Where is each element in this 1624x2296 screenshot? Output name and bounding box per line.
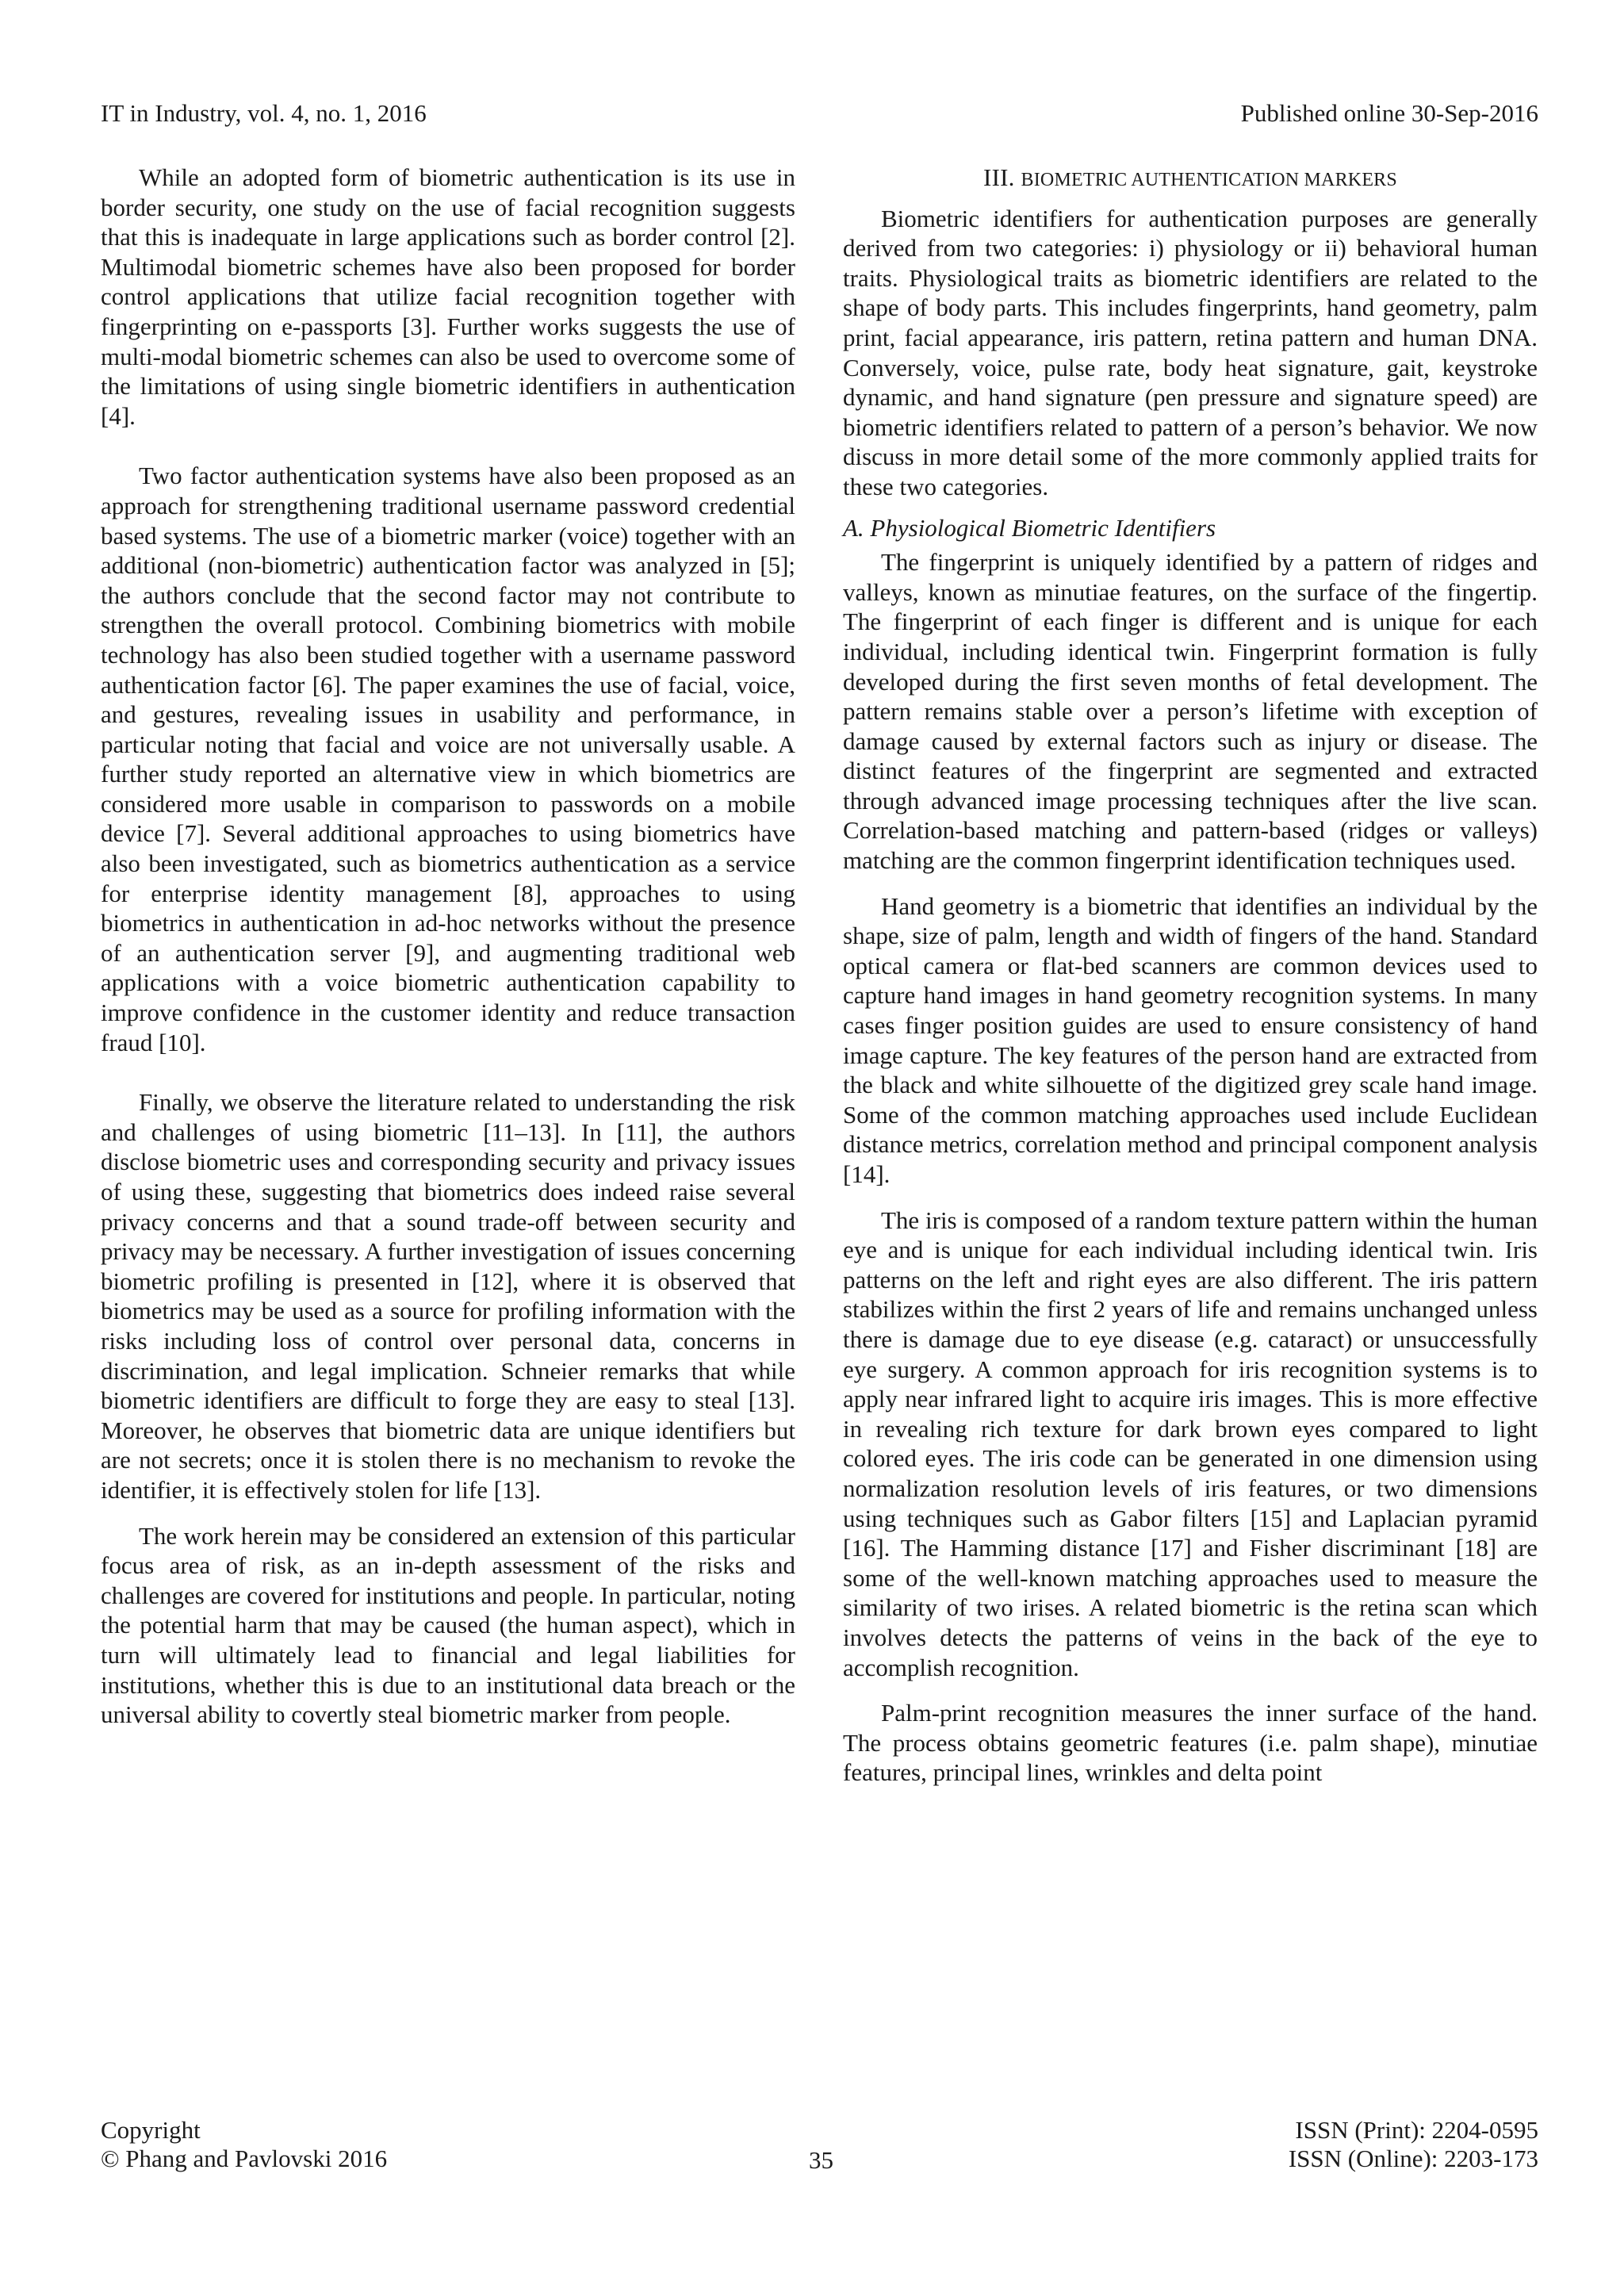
section-number: III. (983, 163, 1015, 191)
footer-copyright (101, 2116, 387, 2173)
paragraph-fingerprint: The fingerprint is uniquely identified by a pattern of ridges and valleys, known as minutiae features, on the surface of the fingertip. The fingerprint of each finger is different and is unique for each individual, including identical twin. Fingerprint formation is fully developed during the first seven months of fetal development. The pattern remains stable over a person’s lifetime with exception of damage caused by external factors such as injury or disease. The distinct features of the fingerprint are segmented and extracted through advanced image processing techniques after the live scan. Correlation-based matching and pattern-based (ridges or valleys) matching are the common fingerprint identification techniques used. (843, 548, 1538, 875)
paragraph-risks-challenges: Finally, we observe the literature related to understanding the risk and challenges of using biometric [11–13]. In [11], the authors disclose biometric uses and corresponding security and privacy issues of using these, suggesting that biometrics does indeed raise several privacy concerns and that a sound trade-off between security and privacy may be necessary. A further investigation of issues concerning biometric profiling is presented in [12], where it is observed that biometrics may be used as a source for profiling information with the risks including loss of control over personal data, concerns in discrimination, and legal implication. Schneier remarks that while biometric identifiers are difficult to forge they are easy to steal [13]. Moreover, he observes that biometric data are unique identifiers but are not secrets; once it is stolen there is no mechanism to revoke the identifier, it is effectively stolen for life [13]. (101, 1088, 795, 1504)
paragraph-palm-print: Palm-print recognition measures the inner surface of the hand. The process obtains geometric features (i.e. palm shape), minutiae features, principal lines, wrinkles and delta point (843, 1699, 1538, 1787)
left-column (101, 163, 795, 1730)
paragraph-two-factor: Two factor authentication systems have also been proposed as an approach for strengthening traditional username password credential based systems. The use of a biometric marker (voice) together with an additional (non-biometric) authentication factor was analyzed in [5]; the authors conclude that the second factor may not contribute to strengthen the overall protocol. Combining biometrics with mobile technology has also been studied together with a username password authentication factor [6]. The paper examines the use of facial, voice, and gestures, revealing issues in usability and performance, in particular noting that facial and voice are not universally usable. A further study reported an alternative view in which biometrics are considered more usable in comparison to passwords on a mobile device [7]. Several additional approaches to using biometrics have also been investigated, such as biometrics authentication as a service for enterprise identity management [8], approaches to using biometrics in authentication in ad-hoc networks without the presence of an authentication server [9], and augmenting traditional web applications with a voice biometric authentication capability to improve confidence in the customer identity and reduce transaction fraud [10]. (101, 462, 795, 1056)
paragraph-iris: The iris is composed of a random texture pattern within the human eye and is unique for each individual including identical twin. Iris patterns on the left and right eyes are also different. The iris pattern stabilizes within the first 2 years of life and remains unchanged unless there is damage due to eye disease (e.g. cataract) or unsuccessfully eye surgery. A common approach for iris recognition systems is to apply near infrared light to acquire iris images. This is more effective in revealing rich texture for dark brown eyes compared to light colored eyes. The iris code can be generated in one dimension using normalization resolution levels of iris features, or two dimensions using techniques such as Gabor filters [15] and Laplacian pyramid [16]. The Hamming distance [17] and Fisher discriminant [18] are some of the well-known matching approaches used to measure the similarity of two irises. A related biometric is the retina scan which involves detects the patterns of veins in the back of the eye to accomplish recognition. (843, 1205, 1538, 1681)
footer-copyright-label: Copyright (101, 2116, 201, 2144)
footer-copyright-holder: © Phang and Pavlovski 2016 (101, 2145, 388, 2172)
section-title: BIOMETRIC AUTHENTICATION MARKERS (1021, 170, 1397, 190)
issn-online: ISSN (Online): 2203-173 (1288, 2145, 1538, 2172)
paragraph-hand-geometry: Hand geometry is a biometric that identifies an individual by the shape, size of palm, length and width of fingers of the hand. Standard optical camera or flat-bed scanners are common devices used to capture hand images in hand geometry recognition systems. In many cases finger position guides are used to ensure consistency of hand image capture. The key features of the person hand are extracted from the black and white silhouette of the digitized grey scale hand image. Some of the common matching approaches used include Euclidean distance metrics, correlation method and principal component analysis [14]. (843, 891, 1538, 1188)
issn-print: ISSN (Print): 2204-0595 (1295, 2116, 1538, 2144)
right-column (843, 163, 1538, 1788)
paragraph-biometric-identifiers: Biometric identifiers for authentication purposes are generally derived from two categories: i) physiology or ii) behavioral human traits. Physiological traits as biometric identifiers are related to the shape of body parts. This includes fingerprints, hand geometry, palm print, facial appearance, iris pattern, retina pattern and human DNA. Conversely, voice, pulse rate, body heat signature, gait, keystroke dynamic, and hand signature (pen pressure and signature speed) are biometric identifiers related to pattern of a person’s behavior. We now discuss in more detail some of the more commonly applied traits for these two categories. (843, 204, 1538, 500)
page-number: 35 (809, 2146, 833, 2174)
section-heading (843, 163, 1538, 196)
subsection-heading: A. Physiological Biometric Identifiers (843, 513, 1216, 542)
running-header-journal: IT in Industry, vol. 4, no. 1, 2016 (101, 99, 427, 127)
paragraph-border-security: While an adopted form of biometric authentication is its use in border security, one study on the use of facial recognition suggests that this is inadequate in large applications such as border control [2]. Multimodal biometric schemes have also been proposed for border control applications that utilize facial recognition together with fingerprinting on e-passports [3]. Further works suggests the use of multi-modal biometric schemes can also be used to overcome some of the limitations of using single biometric identifiers in authentication [4]. (101, 163, 795, 430)
paragraph-work-extension: The work herein may be considered an extension of this particular focus area of risk, as an in-depth assessment of the risks and challenges are covered for institutions and people. In particular, noting the potential harm that may be caused (the human aspect), which in turn will ultimately lead to financial and legal liabilities for institutions, whether this is due to an institutional data breach or the universal ability to covertly steal biometric marker from people. (101, 1521, 795, 1729)
running-header-published-date: Published online 30-Sep-2016 (1240, 99, 1538, 127)
footer-issn (1289, 2116, 1538, 2173)
